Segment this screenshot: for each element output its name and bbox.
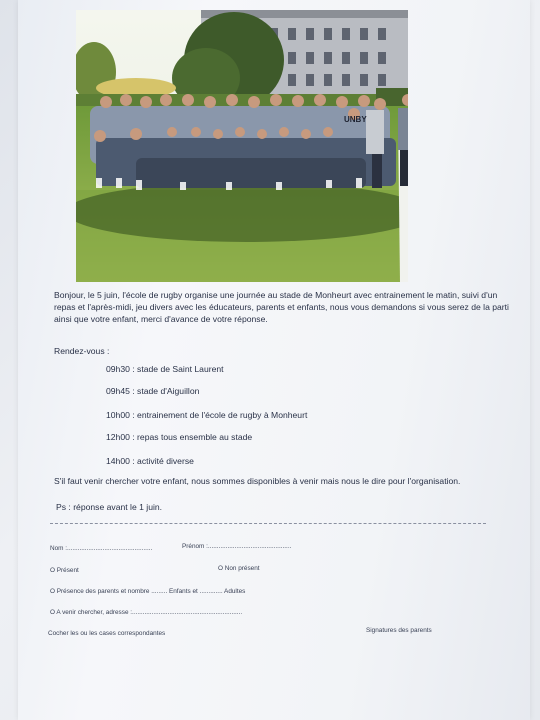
schedule-item: 14h00 : activité diverse [106,456,194,466]
pickup-address-field[interactable]: O A venir chercher, adresse :.............................................................. [50,609,243,616]
schedule-item: 09h30 : stade de Saint Laurent [106,364,224,374]
non-present-checkbox[interactable]: O Non présent [218,565,260,572]
team-photo [76,10,408,282]
schedule-item: 12h00 : repas tous ensemble au stade [106,432,253,442]
intro-paragraph: Bonjour, le 5 juin, l'école de rugby organise une journée au stade de Monheurt avec entrainement le matin, suivi d'un repas et l'après-midi, jeu divers avec les éducateurs, parents et enfants, nous vous demandons si vous serez de la parti ainsi que votre enfant, merci d'avance de votre réponse. [54,290,509,324]
nom-field[interactable]: Nom :................................................ [50,545,153,552]
rendezvous-title: Rendez-vous : [54,346,110,356]
pickup-note: S'il faut venir chercher votre enfant, nous sommes disponibles à venir mais nous le dire pour l'organisation. [54,476,461,486]
separator-line [50,523,486,524]
schedule-item: 09h45 : stade d'Aiguillon [106,386,200,396]
prenom-field[interactable]: Prénom :............................................... [182,543,292,550]
schedule-item: 10h00 : entrainement de l'école de rugby à Monheurt [106,410,308,420]
svg-text:UNBY: UNBY [344,115,367,124]
checkbox-instructions: Cocher les ou les cases correspondantes [48,630,166,637]
presence-parents-field[interactable]: O Présence des parents et nombre ......... Enfants et ............. Adultes [50,588,246,595]
present-checkbox[interactable]: O Présent [50,567,79,574]
parents-signature: Signatures des parents [366,627,432,634]
ps-note: Ps : réponse avant le 1 juin. [56,502,163,512]
